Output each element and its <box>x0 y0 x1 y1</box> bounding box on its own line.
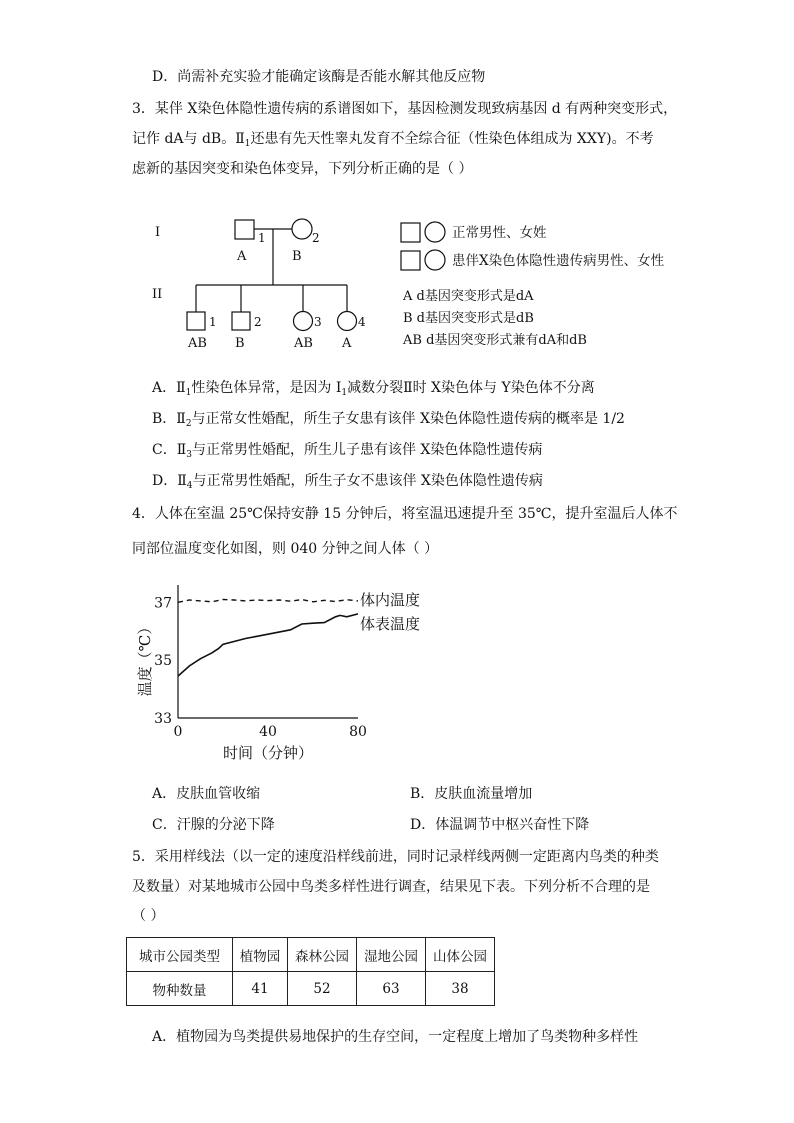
y-tick-label-35: 35 <box>154 653 172 670</box>
q2-option-d: D．尚需补充实验才能确定该酶是否能水解其他反应物 <box>152 69 486 85</box>
pedigree-i2-number: 2 <box>312 231 320 245</box>
q4-stem-line2: 同部位温度变化如图，则 040 分钟之间人体（ ） <box>132 541 439 557</box>
legend-normal-male-symbol <box>401 223 420 242</box>
table-header-row <box>127 938 495 972</box>
legend-normal-female-symbol <box>425 222 445 242</box>
pedigree-ii1-male <box>187 312 205 330</box>
y-tick-label-33: 33 <box>154 711 172 727</box>
q5-stem-line1: 5．采用样线法（以一定的速度沿样线前进，同时记录样线两侧一定距离内鸟类的种类 <box>132 849 659 865</box>
pedigree-ii3-number: 3 <box>314 315 322 329</box>
pedigree-i2-female <box>292 219 312 239</box>
legend-affected-male-symbol <box>401 251 420 270</box>
generation-label-ii: II <box>152 287 163 302</box>
table-header-cell: 森林公园 <box>288 938 357 972</box>
table-header-cell: 植物园 <box>233 938 288 972</box>
pedigree-ii2-number: 2 <box>254 315 262 329</box>
series-label-inner-temperature: 体内温度 <box>360 591 421 609</box>
q3-option-a: A．$Ⅱ_1$性染色体异常，是因为 $I_1$减数分裂Ⅱ时 X染色体与 Y染色体不分离 <box>152 380 595 398</box>
pedigree-i1-genotype: A <box>237 249 247 264</box>
pedigree-ii1-genotype: AB <box>188 336 207 351</box>
pedigree-ii3-genotype: AB <box>294 336 313 351</box>
x-tick-label-0: 0 <box>173 724 183 740</box>
q4-option-c: C．汗腺的分泌下降 <box>152 817 275 833</box>
q4-option-d: D．体温调节中枢兴奋性下降 <box>410 817 590 833</box>
legend-note-ab: AB d基因突变形式兼有dA和dB <box>403 333 587 348</box>
pedigree-ii4-number: 4 <box>358 315 366 329</box>
series-inner-temperature-line <box>178 600 358 603</box>
pedigree-ii4-genotype: A <box>342 336 352 351</box>
legend-affected-label: 患伴X染色体隐性遗传病男性、女性 <box>452 253 665 269</box>
q5-stem-line3: （ ） <box>132 908 165 924</box>
pedigree-chart <box>140 210 700 360</box>
x-tick-label-80: 80 <box>349 724 367 740</box>
table-cell: 52 <box>288 972 357 1006</box>
table-header-cell: 湿地公园 <box>357 938 426 972</box>
q5-option-a: A．植物园为鸟类提供易地保护的生存空间，一定程度上增加了鸟类物种多样性 <box>152 1029 639 1045</box>
q3-stem-line2: 记作 dA与 dB。$Ⅱ_1$还患有先天性睾丸发育不全综合征（性染色体组成为 XXY)。不考 <box>132 131 654 149</box>
table-header-cell: 城市公园类型 <box>127 938 233 972</box>
q3-option-d: D．$Ⅱ_4$与正常男性婚配，所生子女不患该伴 X染色体隐性遗传病 <box>152 473 543 491</box>
table-header-cell: 山体公园 <box>426 938 495 972</box>
table-row-label: 物种数量 <box>127 972 233 1006</box>
temperature-chart <box>120 575 450 770</box>
y-tick-label-37: 37 <box>154 595 172 612</box>
q3-option-c: C．$Ⅱ_3$与正常男性婚配，所生儿子患有该伴 X染色体隐性遗传病 <box>152 442 543 460</box>
pedigree-ii2-genotype: B <box>235 336 245 351</box>
y-axis-label: 温度（℃） <box>136 619 154 697</box>
legend-affected-female-symbol <box>425 250 445 270</box>
pedigree-ii2-male <box>232 312 250 330</box>
x-tick-label-40: 40 <box>259 724 277 740</box>
q4-option-b: B．皮肤血流量增加 <box>410 786 533 802</box>
table-row <box>127 972 495 1006</box>
pedigree-i1-male <box>235 220 254 239</box>
legend-note-a: A d基因突变形式是dA <box>403 289 534 304</box>
q5-stem-line2: 及数量）对某地城市公园中鸟类多样性进行调查，结果见下表。下列分析不合理的是 <box>132 879 650 895</box>
series-surface-temperature-line <box>178 614 358 676</box>
q4-stem-line1: 4．人体在室温 25℃保持安静 15 分钟后，将室温迅速提升至 35℃，提升室温后人体不 <box>132 506 678 522</box>
bird-species-table <box>126 937 495 1006</box>
pedigree-ii3-female <box>294 312 313 331</box>
q3-stem-line1: 3．某伴 X染色体隐性遗传病的系谱图如下，基因检测发现致病基因 d 有两种突变形式， <box>132 101 678 117</box>
pedigree-ii4-female <box>338 312 357 331</box>
generation-label-i: I <box>155 225 161 240</box>
x-axis-label: 时间（分钟） <box>222 744 314 762</box>
table-cell: 38 <box>426 972 495 1006</box>
pedigree-i2-genotype: B <box>292 249 302 264</box>
table-cell: 41 <box>233 972 288 1006</box>
legend-normal-label: 正常男性、女姓 <box>452 225 547 241</box>
legend-note-b: B d基因突变形式是dB <box>403 311 534 326</box>
pedigree-ii1-number: 1 <box>209 315 217 329</box>
q3-stem-line3: 虑新的基因突变和染色体变异，下列分析正确的是（ ） <box>132 161 473 177</box>
q4-option-a: A．皮肤血管收缩 <box>152 786 261 802</box>
table-cell: 63 <box>357 972 426 1006</box>
q3-option-b: B．$Ⅱ_2$与正常女性婚配，所生子女患有该伴 X染色体隐性遗传病的概率是 1/2 <box>152 411 625 429</box>
pedigree-i1-number: 1 <box>258 231 266 245</box>
series-label-surface-temperature: 体表温度 <box>360 615 421 633</box>
